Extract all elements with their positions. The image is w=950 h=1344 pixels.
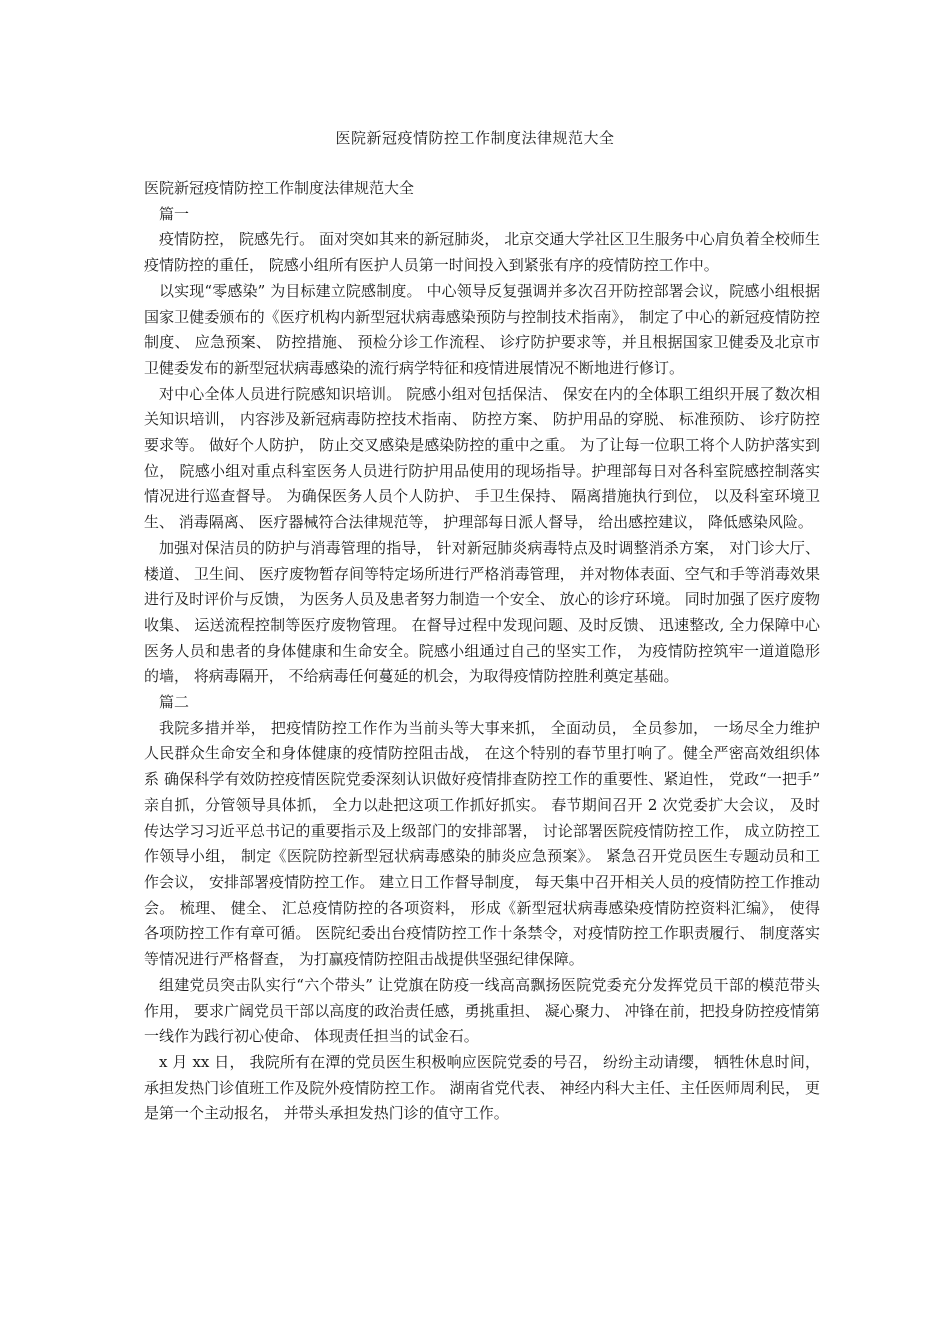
paragraph: 加强对保洁员的防护与消毒管理的指导， 针对新冠肺炎病毒特点及时调整消杀方案， 对门诊大厅、 楼道、 卫生间、 医疗废物暂存间等特定场所进行严格消毒管理， 并对物体表面、空气和手等消毒效果进行及时评价与反馈， 为医务人员及患者努力制造一个安全、 放心的诊疗环境。 同时加强了医疗废物收集、 运送流程控制等医疗废物管理。 在督导过程中发现问题、及时反馈、 迅速整改, 全力保障中心医务人员和患者的身体健康和生命安全。院感小组通过自己的坚实工作， 为疫情防控筑牢一道道隐形的墙， 将病毒隔开， 不给病毒任何蔓延的机会，为取得疫情防控胜利奠定基础。 [144,538,820,686]
document-subtitle: 医院新冠疫情防控工作制度法律规范大全 [144,179,415,197]
paragraph: 组建党员突击队实行“六个带头” 让党旗在防疫一线高高飘扬医院党委充分发挥党员干部的模范带头作用， 要求广阔党员干部以高度的政治责任感，勇挑重担、 凝心聚力、 冲锋在前，把投身防控疫情第一线作为践行初心使命、 体现责任担当的试金石。 [144,975,820,1046]
paragraph: 对中心全体人员进行院感知识培训。 院感小组对包括保洁、 保安在内的全体职工组织开展了数次相关知识培训， 内容涉及新冠病毒防控技术指南、 防控方案、 防护用品的穿脱、 标准预防、 诊疗防控要求等。 做好个人防护， 防止交叉感染是感染防控的重中之重。 为了让每一位职工将个人防护落实到位， 院感小组对重点科室医务人员进行防护用品使用的现场指导。护理部每日对各科室院感控制落实情况进行巡查督导。 为确保医务人员个人防护、 手卫生保持、 隔离措施执行到位， 以及科室环境卫生、 消毒隔离、 医疗器械符合法律规范等， 护理部每日派人督导， 给出感控建议， 降低感染风险。 [144,384,820,532]
section-heading-part1: 篇一 [159,204,190,223]
paragraph: 我院多措并举， 把疫情防控工作作为当前头等大事来抓， 全面动员， 全员参加， 一场尽全力维护人民群众生命安全和身体健康的疫情防控阻击战， 在这个特别的春节里打响了。健全严密高效组织体系 确保科学有效防控疫情医院党委深刻认识做好疫情排查防控工作的重要性、紧迫性， 党政“一把手” 亲自抓，分管领导具体抓， 全力以赴把这项工作抓好抓实。 春节期间召开 2 次党委扩大会议， 及时传达学习习近平总书记的重要指示及上级部门的安排部署， 讨论部署医院疫情防控工作， 成立防控工作领导小组， 制定《医院防控新型冠状病毒感染的肺炎应急预案》。 紧急召开党员医生专题动员和工作会议， 安排部署疫情防控工作。 建立日工作督导制度， 每天集中召开相关人员的疫情防控工作推动会。 梳理、 健全、 汇总疫情防控的各项资料， 形成《新型冠状病毒感染疫情防控资料汇编》， 使得各项防控工作有章可循。 医院纪委出台疫情防控工作十条禁令，对疫情防控工作职责履行、 制度落实等情况进行严格督查， 为打赢疫情防控阻击战提供坚强纪律保障。 [144,718,820,969]
paragraph: x 月 xx 日， 我院所有在潭的党员医生积极响应医院党委的号召， 纷纷主动请缨， 牺牲休息时间， 承担发热门诊值班工作及院外疫情防控工作。 湖南省党代表、 神经内科大主任、主任医师周利民， 更是第一个主动报名， 并带头承担发热门诊的值守工作。 [144,1052,820,1123]
document-body [144,176,820,1127]
paragraph: 疫情防控， 院感先行。 面对突如其来的新冠肺炎， 北京交通大学社区卫生服务中心肩负着全校师生疫情防控的重任， 院感小组所有医护人员第一时间投入到紧张有序的疫情防控工作中。 [144,230,820,275]
paragraph: 以实现“零感染” 为目标建立院感制度。 中心领导反复强调并多次召开防控部署会议，院感小组根据国家卫健委颁布的《医疗机构内新型冠状病毒感染预防与控制技术指南》， 制定了中心的新冠疫情防控制度、 应急预案、 防控措施、 预检分诊工作流程、 诊疗防护要求等，并且根据国家卫健委及北京市卫健委发布的新型冠状病毒感染的流行病学特征和疫情进展情况不断地进行修订。 [144,281,820,377]
document-title: 医院新冠疫情防控工作制度法律规范大全 [335,129,615,147]
section-heading-part2: 篇二 [159,693,190,712]
